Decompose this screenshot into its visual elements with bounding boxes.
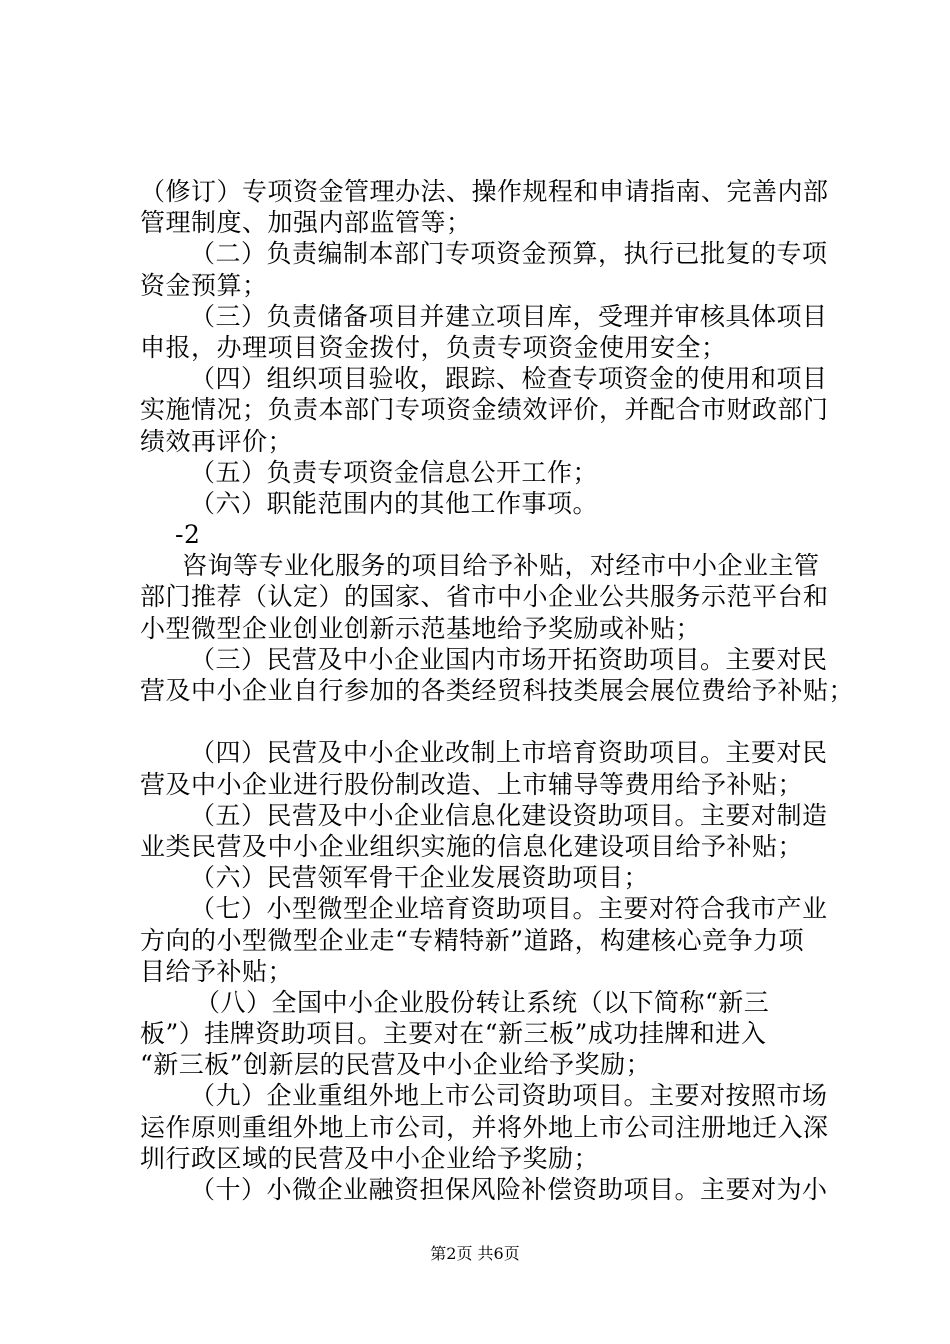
text-line: 圳行政区域的民营及中小企业给予奖励； — [140, 1143, 600, 1173]
text-line: （三）民营及中小企业国内市场开拓资助项目。主要对民 — [190, 644, 828, 674]
text-line: （七）小型微型企业培育资助项目。主要对符合我市产业 — [190, 894, 828, 924]
text-line: 板”）挂牌资助项目。主要对在“新三板”成功挂牌和进入 — [140, 1019, 767, 1049]
text-line: （六）职能范围内的其他工作事项。 — [190, 488, 599, 518]
text-line: （十）小微企业融资担保风险补偿资助项目。主要对为小 — [190, 1175, 828, 1204]
text-line: 小型微型企业创业创新示范基地给予奖励或补贴； — [140, 613, 702, 643]
text-line: （四）组织项目验收，跟踪、检查专项资金的使用和项目 — [190, 364, 828, 394]
text-line: （五）负责专项资金信息公开工作； — [190, 457, 599, 487]
text-line: 业类民营及中小企业组织实施的信息化建设项目给予补贴； — [140, 831, 804, 861]
page-footer: 第2页 共6页 — [430, 1244, 520, 1263]
text-line: 资金预算； — [140, 270, 268, 300]
text-line: 绩效再评价； — [140, 426, 294, 456]
inline-page-marker: -2 — [175, 520, 201, 550]
text-line: 咨询等专业化服务的项目给予补贴，对经市中小企业主管 — [182, 551, 820, 581]
text-line: （六）民营领军骨干企业发展资助项目； — [190, 863, 650, 893]
text-line: 目给予补贴； — [140, 956, 294, 986]
text-line: 申报，办理项目资金拨付，负责专项资金使用安全； — [140, 332, 727, 362]
text-line: 管理制度、加强内部监管等； — [140, 208, 472, 238]
text-line: 营及中小企业进行股份制改造、上市辅导等费用给予补贴； — [140, 769, 804, 799]
text-line: （修订）专项资金管理办法、操作规程和申请指南、完善内部 — [140, 177, 829, 206]
blank-line — [140, 706, 840, 737]
text-line: （二）负责编制本部门专项资金预算，执行已批复的专项 — [190, 239, 828, 269]
text-line: 部门推荐（认定）的国家、省市中小企业公共服务示范平台和 — [140, 582, 829, 612]
document-body — [140, 176, 855, 1205]
text-line: 方向的小型微型企业走“专精特新”道路，构建核心竞争力项 — [140, 925, 805, 955]
text-line: 运作原则重组外地上市公司，并将外地上市公司注册地迁入深 — [140, 1112, 829, 1142]
text-line: 实施情况；负责本部门专项资金绩效评价，并配合市财政部门 — [140, 395, 829, 425]
text-line: （八）全国中小企业股份转让系统（以下简称“新三 — [195, 987, 770, 1017]
text-line: （四）民营及中小企业改制上市培育资助项目。主要对民 — [190, 738, 828, 768]
text-line: 营及中小企业自行参加的各类经贸科技类展会展位费给予补贴； — [140, 676, 855, 705]
text-line: （五）民营及中小企业信息化建设资助项目。主要对制造 — [190, 800, 828, 830]
text-line: （三）负责储备项目并建立项目库，受理并审核具体项目 — [190, 301, 828, 331]
text-line: （九）企业重组外地上市公司资助项目。主要对按照市场 — [190, 1081, 828, 1111]
text-line: “新三板”创新层的民营及中小企业给予奖励； — [140, 1050, 652, 1080]
